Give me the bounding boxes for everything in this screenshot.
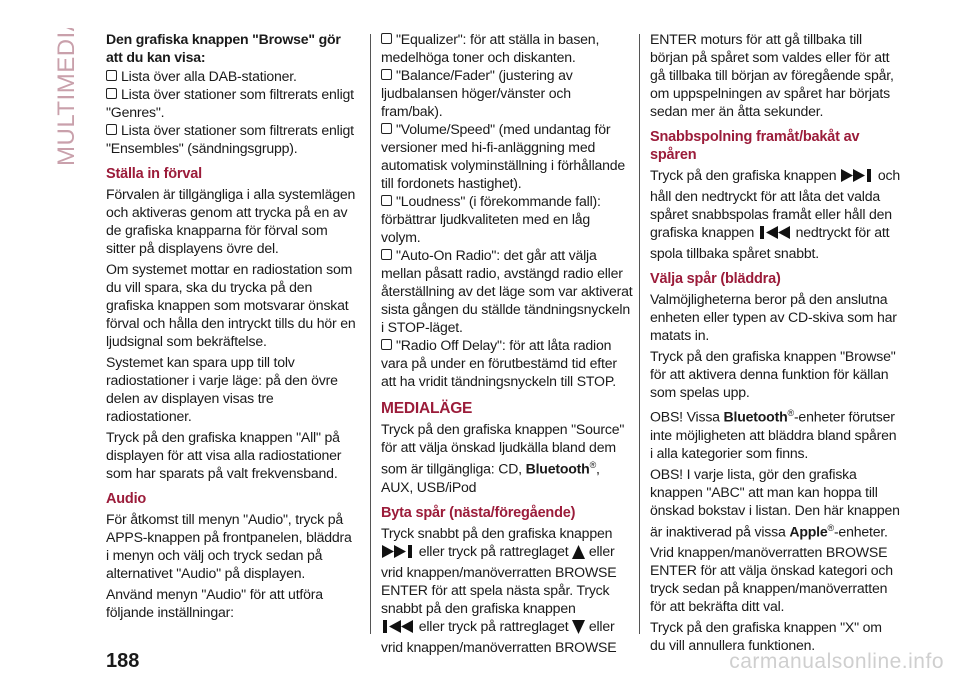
triangle-down-icon: [572, 620, 585, 638]
list-item: Lista över alla DAB-stationer.: [106, 67, 356, 85]
paragraph: Använd menyn "Audio" för att utföra följande inställningar:: [106, 586, 323, 620]
paragraph: ENTER moturs för att gå tillbaka till början på spåret som valdes eller för att gå tillbaka till början av föregående spår, om uppspelningen av spåret har börjats sedan mer än åtta sekunder.: [650, 31, 894, 119]
previous-track-icon: [758, 225, 792, 244]
paragraph: OBS! I varje lista, gör den grafiska knappen "ABC" att man kan hoppa till önskad bokstav i listan. Den här knappen är inaktiverad på vissa Apple®-enheter.: [650, 465, 900, 540]
list-item: "Balance/Fader" (justering av ljudbalansen höger/vänster och fram/bak).: [381, 67, 573, 119]
section-heading: Snabbspolning framåt/bakåt av spåren: [650, 129, 860, 163]
section-heading: MEDIALÄGE: [381, 400, 473, 417]
column-3: [650, 30, 900, 657]
side-tab: [52, 28, 82, 168]
section-heading: Audio: [106, 491, 147, 507]
paragraph: Tryck på den grafiska knappen "All" på displayen för att visa alla radiostationer som har sparats på valt frekvensband.: [106, 429, 342, 481]
checkbox-bullet-icon: [106, 70, 117, 81]
paragraph: Tryck på den grafiska knappen "Browse" för att aktivera denna funktion för källan som spelas upp.: [650, 348, 896, 400]
column-divider: [370, 34, 371, 634]
previous-track-icon: [381, 619, 415, 638]
paragraph: Vrid knappen/manöverratten BROWSE ENTER för att välja önskad kategori och tryck sedan på knappen/manöverratten för att bekräfta ditt val.: [650, 544, 893, 615]
browse-lead: Den grafiska knappen "Browse" gör att du kan visa:: [106, 31, 341, 65]
paragraph: OBS! Vissa Bluetooth®-enheter förutser inte möjligheten att bläddra bland spåren i alla kategorier som finns.: [650, 408, 897, 461]
section-heading: Välja spår (bläddra): [650, 271, 781, 287]
watermark: carmanualsonline.info: [729, 650, 944, 673]
checkbox-bullet-icon: [106, 88, 117, 99]
list-item: "Radio Off Delay": för att låta radion vara på under en förutbestämd tid efter att ha vridit tändningsnyckeln till STOP.: [381, 337, 617, 389]
triangle-up-icon: [572, 545, 585, 563]
paragraph: Tryck på den grafiska knappen "X" om du vill annullera funktionen.: [650, 619, 882, 654]
next-track-icon: [381, 544, 415, 563]
paragraph: Valmöjligheterna beror på den anslutna enheten eller typen av CD-skiva som har matats in.: [650, 291, 897, 343]
column-divider: [639, 34, 640, 634]
list-item: "Equalizer": för att ställa in basen, medelhöga toner och diskanten.: [381, 31, 600, 65]
list-item: Lista över stationer som filtrerats enligt "Ensembles" (sändningsgrupp).: [106, 122, 354, 156]
next-track-icon: [840, 168, 874, 187]
checkbox-bullet-icon: [381, 195, 392, 206]
checkbox-bullet-icon: [106, 124, 117, 135]
page-number: 188: [106, 650, 140, 672]
section-heading: Byta spår (nästa/föregående): [381, 504, 576, 521]
list-item: "Loudness" (i förekommande fall): förbättrar ljudkvaliteten med en låg volym.: [381, 193, 601, 245]
checkbox-bullet-icon: [381, 339, 392, 350]
paragraph: Tryck på den grafiska knappen och håll den nedtryckt för att låta det valda spåret snabbspolas framåt eller håll den grafiska knappen nedtryckt för att spola tillbaka spåret snabbt.: [650, 167, 900, 261]
section-heading: Ställa in förval: [106, 166, 202, 182]
list-item: Lista över stationer som filtrerats enligt "Genres".: [106, 86, 354, 120]
side-tab-label: MULTIMEDIA: [53, 28, 80, 166]
paragraph: Tryck på den grafiska knappen "Source" för att välja önskad ljudkälla bland dem som är tillgängliga: CD, Bluetooth®, AUX, USB/iPod: [381, 421, 625, 495]
checkbox-bullet-icon: [381, 69, 392, 80]
paragraph: Om systemet mottar en radiostation som du vill spara, ska du trycka på den grafiska knappen som motsvarar önskat förval och hålla den intryckt tills du hör en ljudsignal som bekräftelse.: [106, 261, 356, 349]
list-item: "Auto-On Radio": det går att välja mellan påsatt radio, avstängd radio eller återställning av det läge som var aktiverat sista gången du ställde tändningsnyckeln i STOP-läget.: [381, 247, 633, 335]
paragraph: Tryck snabbt på den grafiska knappen eller tryck på rattreglaget eller vrid knappen/manöverratten BROWSE ENTER för att spela nästa spår. Tryck snabbt på den grafiska knappen eller tryck på rattreglaget eller vrid knappen/manöverratten BROWSE: [381, 524, 617, 655]
column-1: [106, 30, 356, 624]
paragraph: Systemet kan spara upp till tolv radiostationer i varje läge: på den övre delen av displayen visas tre radiostationer.: [106, 354, 338, 424]
paragraph: För åtkomst till menyn "Audio", tryck på APPS-knappen på frontpanelen, bläddra i menyn och välj och tryck sedan på alternativet "Audio" på displayen.: [106, 511, 352, 581]
list-item: "Volume/Speed" (med undantag för versioner med hi-fi-anläggning med automatisk volyminställning i förhållande till fordonets hastighet).: [381, 121, 626, 191]
paragraph: Förvalen är tillgängliga i alla systemlägen och aktiveras genom att trycka på en av de grafiska knapparna för förval som sitter på displayens övre del.: [106, 186, 356, 256]
checkbox-bullet-icon: [381, 123, 392, 134]
checkbox-bullet-icon: [381, 33, 392, 44]
column-2: [381, 30, 633, 659]
checkbox-bullet-icon: [381, 249, 392, 260]
